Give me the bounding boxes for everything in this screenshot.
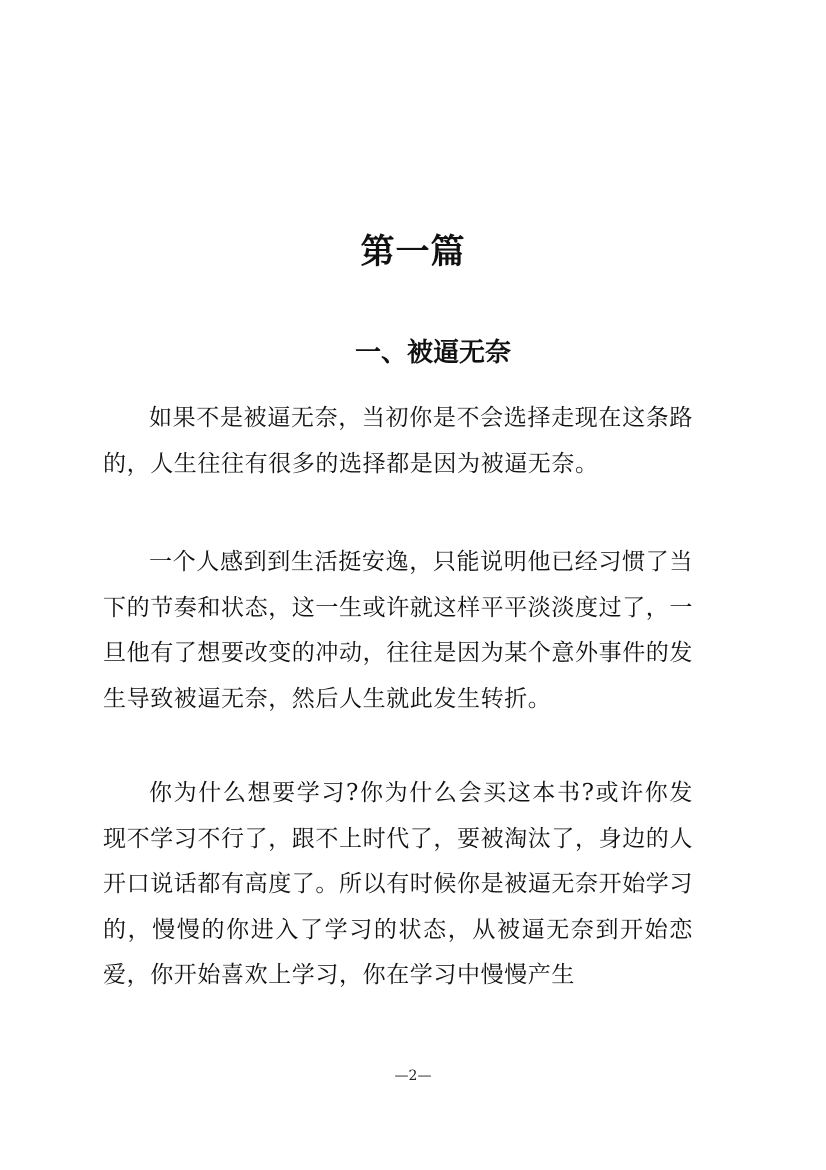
paragraph-3: 你为什么想要学习?你为什么会买这本书?或许你发现不学习不行了，跟不上时代了，要被淘汰了，身边的人开口说话都有高度了。所以有时候你是被逼无奈开始学习的，慢慢的你进入了学习的状态，从被逼无奈到开始恋爱，你开始喜欢上学习，你在学习中慢慢产生	[103, 780, 693, 988]
part-title: 第一篇	[360, 232, 466, 272]
paragraph-2: 一个人感到到生活挺安逸，只能说明他已经习惯了当下的节奏和状态，这一生或许就这样平平淡淡度过了，一旦他有了想要改变的冲动，往往是因为某个意外事件的发生导致被逼无奈，然后人生就此发生转折。	[103, 549, 693, 712]
page-number: —2—	[394, 1068, 432, 1084]
paragraph-1: 如果不是被逼无奈，当初你是不会选择走现在这条路的，人生往往有很多的选择都是因为被逼无奈。	[103, 405, 693, 477]
section-title: 一、被逼无奈	[354, 338, 511, 368]
